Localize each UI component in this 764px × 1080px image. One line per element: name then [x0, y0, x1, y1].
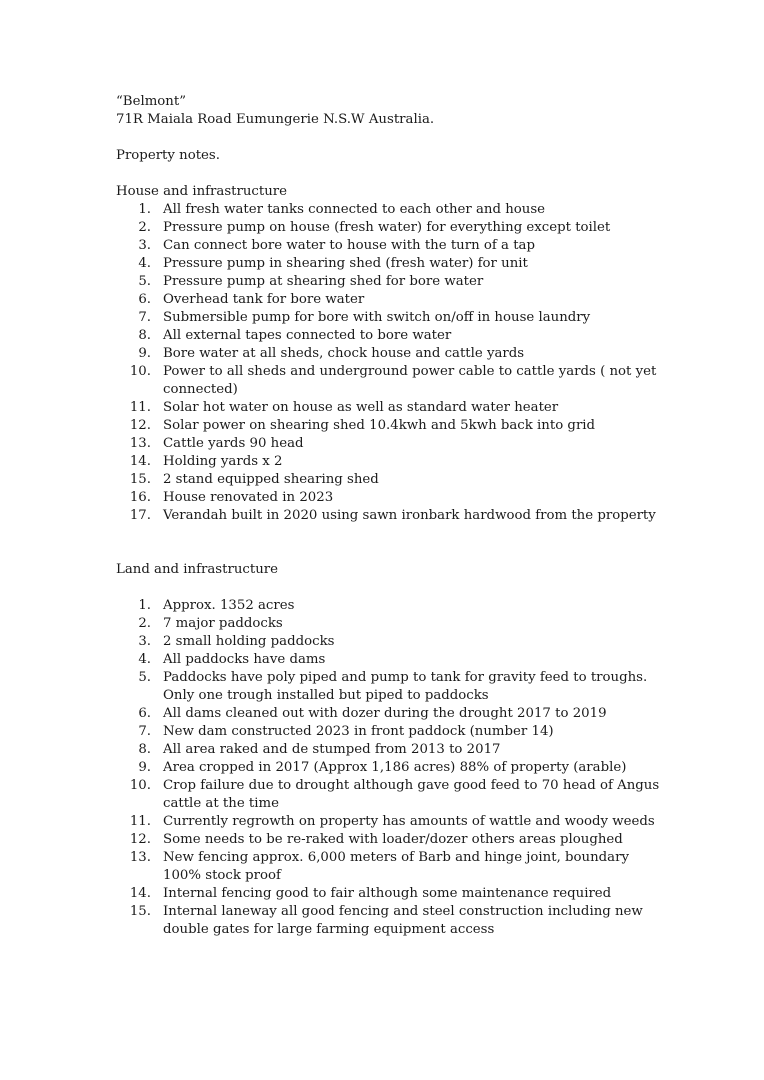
list-item-text: Pressure pump on house (fresh water) for everything except toilet [163, 220, 611, 235]
house-infrastructure-list [116, 201, 676, 525]
list-item-number: 14. [129, 454, 151, 469]
list-item-text-continued: Only one trough installed but piped to paddocks [163, 688, 489, 703]
list-item-number: 15. [129, 904, 151, 919]
list-item-text-continued: double gates for large farming equipment access [163, 922, 495, 937]
list-item-text: Currently regrowth on property has amounts of wattle and woody weeds [163, 814, 655, 829]
list-item-number: 7. [138, 724, 151, 739]
list-item [116, 471, 676, 489]
list-item-number: 4. [138, 652, 151, 667]
document-body [116, 93, 676, 939]
list-item-number: 9. [138, 346, 151, 361]
list-item-number: 2. [138, 220, 151, 235]
list-item-text: All area raked and de stumped from 2013 to 2017 [163, 742, 501, 757]
list-item-text: Can connect bore water to house with the turn of a tap [163, 238, 535, 253]
list-item-number: 14. [129, 886, 151, 901]
list-item [116, 651, 676, 669]
list-item-text: Verandah built in 2020 using sawn ironbark hardwood from the property [163, 508, 656, 523]
list-item [116, 255, 676, 273]
list-item-text: New dam constructed 2023 in front paddock (number 14) [163, 724, 554, 739]
list-item [116, 489, 676, 507]
list-item [116, 903, 676, 939]
list-item-number: 7. [138, 310, 151, 325]
list-item-text-continued: connected) [163, 382, 238, 397]
list-item-number: 13. [129, 436, 151, 451]
list-item [116, 615, 676, 633]
list-item [116, 723, 676, 741]
list-item-number: 11. [129, 814, 151, 829]
list-item-text: Overhead tank for bore water [163, 292, 365, 307]
list-item-number: 5. [138, 274, 151, 289]
list-item-number: 15. [129, 472, 151, 487]
list-item [116, 741, 676, 759]
list-item [116, 237, 676, 255]
list-item-text: All external tapes connected to bore water [163, 328, 452, 343]
list-item-number: 6. [138, 292, 151, 307]
list-item-text: Internal laneway all good fencing and steel construction including new [163, 904, 643, 919]
property-name: “Belmont” [116, 94, 187, 109]
list-item-text: House renovated in 2023 [163, 490, 334, 505]
list-item [116, 831, 676, 849]
property-address: 71R Maiala Road Eumungerie N.S.W Australia. [116, 112, 435, 127]
list-item-text: Crop failure due to drought although gave good feed to 70 head of Angus [163, 778, 660, 793]
list-item [116, 597, 676, 615]
list-item-text: Cattle yards 90 head [163, 436, 304, 451]
list-item-text: Bore water at all sheds, chock house and cattle yards [163, 346, 525, 361]
list-item-text: All fresh water tanks connected to each other and house [163, 202, 546, 217]
list-item-number: 3. [138, 238, 151, 253]
list-item-text: Holding yards x 2 [163, 454, 283, 469]
list-item [116, 273, 676, 291]
list-item-text-continued: 100% stock proof [163, 868, 281, 883]
list-item-number: 17. [129, 508, 151, 523]
list-item-number: 12. [129, 418, 151, 433]
list-item-number: 1. [138, 598, 151, 613]
list-item-number: 10. [129, 778, 151, 793]
list-item-number: 6. [138, 706, 151, 721]
list-item-text: 2 stand equipped shearing shed [163, 472, 379, 487]
list-item [116, 885, 676, 903]
list-item-text: Approx. 1352 acres [163, 598, 295, 613]
list-item-number: 8. [138, 328, 151, 343]
list-item-text: Solar hot water on house as well as standard water heater [163, 400, 559, 415]
list-item [116, 759, 676, 777]
section-heading-land: Land and infrastructure [116, 562, 278, 577]
list-item-text: 7 major paddocks [163, 616, 283, 631]
list-item-text: Internal fencing good to fair although some maintenance required [163, 886, 612, 901]
list-item-number: 9. [138, 760, 151, 775]
list-item-number: 2. [138, 616, 151, 631]
section-heading-house: House and infrastructure [116, 184, 288, 199]
list-item-text: 2 small holding paddocks [163, 634, 335, 649]
list-item [116, 435, 676, 453]
list-item-number: 16. [129, 490, 151, 505]
list-item-text: Area cropped in 2017 (Approx 1,186 acres) 88% of property (arable) [163, 760, 627, 775]
list-item [116, 453, 676, 471]
land-infrastructure-list [116, 597, 676, 939]
list-item-number: 10. [129, 364, 151, 379]
list-item-text: All paddocks have dams [163, 652, 326, 667]
list-item [116, 813, 676, 831]
list-item-number: 12. [129, 832, 151, 847]
list-item-text: Submersible pump for bore with switch on/off in house laundry [163, 310, 591, 325]
list-item [116, 849, 676, 885]
list-item-number: 13. [129, 850, 151, 865]
list-item [116, 777, 676, 813]
list-item-number: 1. [138, 202, 151, 217]
list-item [116, 417, 676, 435]
list-item [116, 705, 676, 723]
list-item [116, 219, 676, 237]
list-item [116, 309, 676, 327]
list-item-text: Some needs to be re-raked with loader/dozer others areas ploughed [163, 832, 623, 847]
list-item [116, 507, 676, 525]
list-item-text: Pressure pump at shearing shed for bore water [163, 274, 484, 289]
list-item [116, 201, 676, 219]
list-item [116, 291, 676, 309]
list-item-text: Power to all sheds and underground power cable to cattle yards ( not yet [163, 364, 657, 379]
list-item-text: New fencing approx. 6,000 meters of Barb and hinge joint, boundary [163, 850, 629, 865]
list-item-text-continued: cattle at the time [163, 796, 279, 811]
list-item [116, 363, 676, 399]
list-item-text: All dams cleaned out with dozer during the drought 2017 to 2019 [163, 706, 607, 721]
list-item [116, 399, 676, 417]
list-item-text: Paddocks have poly piped and pump to tank for gravity feed to troughs. [163, 670, 648, 685]
list-item [116, 633, 676, 651]
list-item-number: 3. [138, 634, 151, 649]
list-item [116, 327, 676, 345]
list-item-number: 8. [138, 742, 151, 757]
list-item [116, 345, 676, 363]
list-item-number: 5. [138, 670, 151, 685]
list-item-text: Pressure pump in shearing shed (fresh water) for unit [163, 256, 528, 271]
list-item-number: 11. [129, 400, 151, 415]
list-item [116, 669, 676, 705]
notes-heading: Property notes. [116, 148, 220, 163]
list-item-text: Solar power on shearing shed 10.4kwh and 5kwh back into grid [163, 418, 596, 433]
list-item-number: 4. [138, 256, 151, 271]
